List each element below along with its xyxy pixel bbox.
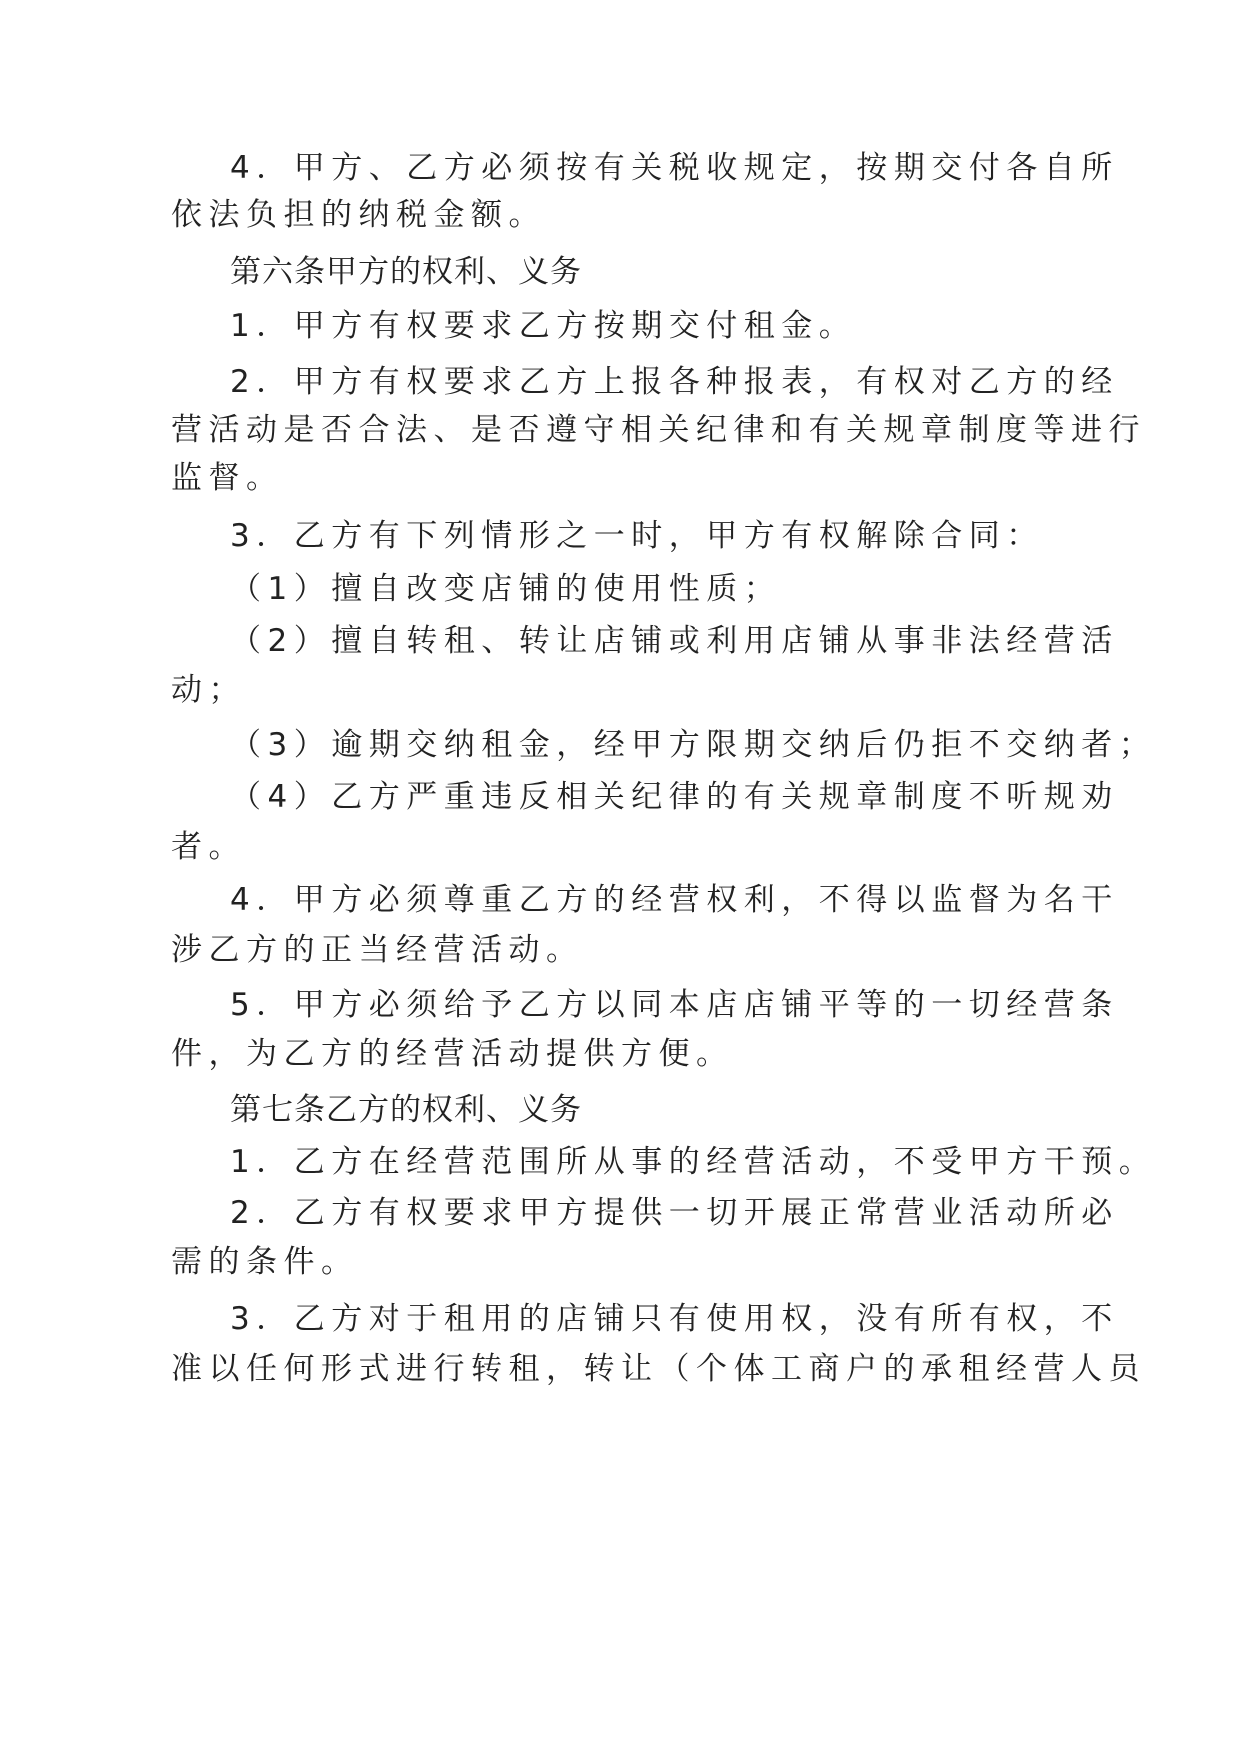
list-item-line: （1）擅自改变店铺的使用性质；	[230, 571, 782, 607]
paragraph-line: 3．乙方对于租用的店铺只有使用权，没有所有权，不	[230, 1301, 1119, 1337]
section-heading: 第六条甲方的权利、义务	[230, 254, 582, 290]
paragraph-line: 5．甲方必须给予乙方以同本店店铺平等的一切经营条	[230, 987, 1119, 1023]
paragraph-line: 监督。	[171, 460, 284, 496]
paragraph-line: 需的条件。	[171, 1244, 359, 1280]
paragraph-line: 依法负担的纳税金额。	[171, 197, 546, 233]
paragraph-line: 1．乙方在经营范围所从事的经营活动，不受甲方干预。	[230, 1144, 1157, 1180]
paragraph-line: 准以任何形式进行转租，转让（个体工商户的承租经营人员	[171, 1351, 1146, 1387]
paragraph-line: 1．甲方有权要求乙方按期交付租金。	[230, 308, 857, 344]
paragraph-line: 3．乙方有下列情形之一时，甲方有权解除合同：	[230, 518, 1044, 554]
paragraph-line: 2．甲方有权要求乙方上报各种报表，有权对乙方的经	[230, 364, 1119, 400]
paragraph-line: 2．乙方有权要求甲方提供一切开展正常营业活动所必	[230, 1195, 1119, 1231]
paragraph-line: 营活动是否合法、是否遵守相关纪律和有关规章制度等进行	[171, 412, 1146, 448]
list-item-line: 者。	[171, 829, 246, 865]
list-item-line: （2）擅自转租、转让店铺或利用店铺从事非法经营活	[230, 623, 1119, 659]
list-item-line: （4）乙方严重违反相关纪律的有关规章制度不听规劝	[230, 779, 1119, 815]
paragraph-line: 4．甲方、乙方必须按有关税收规定，按期交付各自所	[230, 150, 1119, 186]
list-item-line: 动；	[171, 672, 246, 708]
paragraph-line: 4．甲方必须尊重乙方的经营权利，不得以监督为名干	[230, 882, 1119, 918]
section-heading: 第七条乙方的权利、义务	[230, 1092, 582, 1128]
paragraph-line: 涉乙方的正当经营活动。	[171, 932, 584, 968]
paragraph-line: 件，为乙方的经营活动提供方便。	[171, 1036, 734, 1072]
list-item-line: （3）逾期交纳租金，经甲方限期交纳后仍拒不交纳者；	[230, 727, 1157, 763]
